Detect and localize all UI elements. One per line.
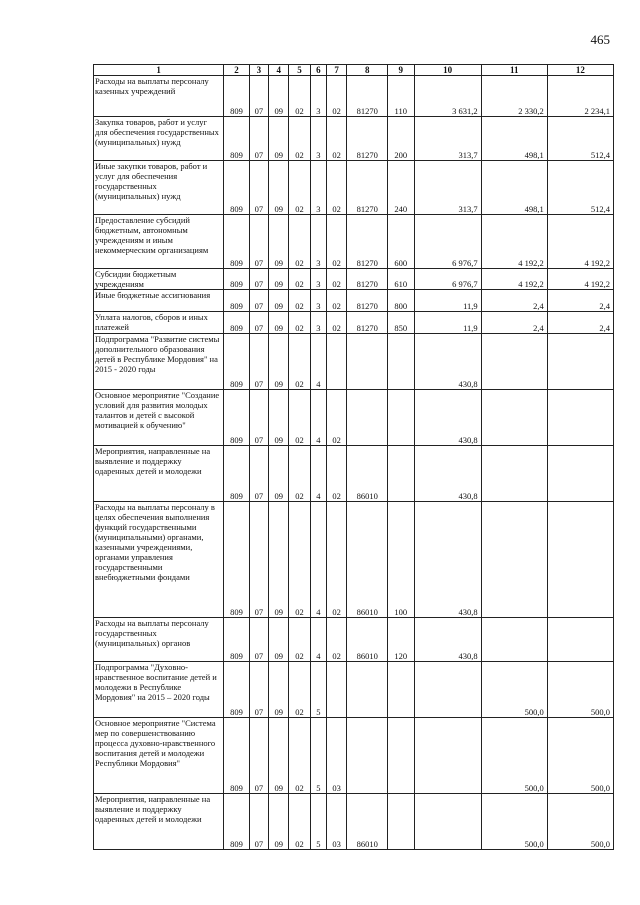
amount-cell: 500,0 (481, 662, 547, 718)
code-cell: 02 (289, 718, 310, 794)
code-cell: 81270 (347, 290, 388, 312)
code-cell: 3 (310, 215, 326, 269)
code-cell: 4 (310, 334, 326, 390)
code-cell: 09 (269, 794, 289, 850)
code-cell: 3 (310, 290, 326, 312)
code-cell: 07 (249, 269, 268, 290)
code-cell: 4 (310, 390, 326, 446)
code-cell: 809 (224, 446, 249, 502)
code-cell: 07 (249, 312, 268, 334)
code-cell: 3 (310, 117, 326, 161)
code-cell: 09 (269, 215, 289, 269)
code-cell: 09 (269, 502, 289, 618)
amount-cell (481, 446, 547, 502)
code-cell: 09 (269, 117, 289, 161)
code-cell: 02 (289, 334, 310, 390)
column-header: 10 (414, 65, 481, 76)
table-row (94, 117, 614, 161)
amount-cell: 11,9 (414, 312, 481, 334)
code-cell: 02 (289, 446, 310, 502)
code-cell (347, 390, 388, 446)
table-row (94, 662, 614, 718)
code-cell: 02 (289, 215, 310, 269)
code-cell: 07 (249, 446, 268, 502)
code-cell: 02 (327, 390, 347, 446)
code-cell: 02 (327, 161, 347, 215)
amount-cell: 4 192,2 (547, 269, 613, 290)
amount-cell: 512,4 (547, 117, 613, 161)
code-cell: 07 (249, 618, 268, 662)
amount-cell: 430,8 (414, 502, 481, 618)
code-cell: 809 (224, 215, 249, 269)
code-cell: 07 (249, 290, 268, 312)
amount-cell: 2 330,2 (481, 76, 547, 117)
code-cell: 02 (289, 269, 310, 290)
amount-cell: 430,8 (414, 618, 481, 662)
code-cell: 809 (224, 269, 249, 290)
amount-cell: 512,4 (547, 161, 613, 215)
code-cell (347, 662, 388, 718)
column-header: 2 (224, 65, 249, 76)
expense-name-cell: Подпрограмма "Развитие системы дополнительного образования детей в Республике Мордовия" на 2015 - 2020 годы (94, 334, 224, 390)
column-header: 1 (94, 65, 224, 76)
code-cell: 3 (310, 312, 326, 334)
code-cell: 02 (327, 76, 347, 117)
code-cell: 81270 (347, 161, 388, 215)
code-cell (347, 334, 388, 390)
code-cell: 809 (224, 502, 249, 618)
amount-cell (481, 502, 547, 618)
amount-cell: 6 976,7 (414, 269, 481, 290)
code-cell: 240 (388, 161, 414, 215)
code-cell: 02 (327, 269, 347, 290)
amount-cell: 2,4 (481, 290, 547, 312)
amount-cell: 11,9 (414, 290, 481, 312)
code-cell: 07 (249, 117, 268, 161)
amount-cell (414, 718, 481, 794)
amount-cell: 2 234,1 (547, 76, 613, 117)
code-cell: 81270 (347, 312, 388, 334)
code-cell: 3 (310, 161, 326, 215)
table-row (94, 334, 614, 390)
code-cell: 09 (269, 618, 289, 662)
code-cell: 3 (310, 269, 326, 290)
code-cell: 4 (310, 446, 326, 502)
code-cell: 02 (327, 618, 347, 662)
code-cell: 809 (224, 290, 249, 312)
column-header: 6 (310, 65, 326, 76)
amount-cell (547, 446, 613, 502)
code-cell: 86010 (347, 794, 388, 850)
code-cell: 3 (310, 76, 326, 117)
code-cell: 809 (224, 334, 249, 390)
amount-cell: 4 192,2 (547, 215, 613, 269)
column-header: 7 (327, 65, 347, 76)
code-cell: 02 (327, 502, 347, 618)
column-header: 9 (388, 65, 414, 76)
table-row (94, 446, 614, 502)
amount-cell: 500,0 (547, 662, 613, 718)
code-cell: 5 (310, 662, 326, 718)
table-header-row (94, 65, 614, 76)
amount-cell (547, 334, 613, 390)
expense-name-cell: Закупка товаров, работ и услуг для обеспечения государственных (муниципальных) нужд (94, 117, 224, 161)
amount-cell (414, 662, 481, 718)
expense-name-cell: Предоставление субсидий бюджетным, автономным учреждениям и иным некоммерческим организациям (94, 215, 224, 269)
code-cell: 809 (224, 618, 249, 662)
amount-cell: 500,0 (481, 794, 547, 850)
amount-cell (547, 618, 613, 662)
code-cell: 600 (388, 215, 414, 269)
expense-name-cell: Иные закупки товаров, работ и услуг для обеспечения государственных (муниципальных) нужд (94, 161, 224, 215)
table-row (94, 718, 614, 794)
amount-cell (481, 390, 547, 446)
code-cell: 809 (224, 718, 249, 794)
expense-name-cell: Мероприятия, направленные на выявление и поддержку одаренных детей и молодежи (94, 446, 224, 502)
code-cell: 02 (289, 161, 310, 215)
amount-cell (481, 334, 547, 390)
expense-name-cell: Расходы на выплаты персоналу государственных (муниципальных) органов (94, 618, 224, 662)
expense-name-cell: Мероприятия, направленные на выявление и поддержку одаренных детей и молодежи (94, 794, 224, 850)
code-cell: 09 (269, 269, 289, 290)
code-cell (388, 662, 414, 718)
code-cell: 809 (224, 390, 249, 446)
code-cell: 07 (249, 662, 268, 718)
expense-name-cell: Субсидии бюджетным учреждениям (94, 269, 224, 290)
amount-cell: 3 631,2 (414, 76, 481, 117)
amount-cell: 498,1 (481, 117, 547, 161)
code-cell: 02 (327, 312, 347, 334)
code-cell: 09 (269, 718, 289, 794)
amount-cell (547, 502, 613, 618)
column-header: 4 (269, 65, 289, 76)
code-cell: 09 (269, 390, 289, 446)
expense-name-cell: Основное мероприятие "Система мер по совершенствованию процесса духовно-нравственного воспитания детей и молодежи Республики Мордовия" (94, 718, 224, 794)
code-cell: 09 (269, 662, 289, 718)
code-cell: 02 (289, 502, 310, 618)
amount-cell: 430,8 (414, 390, 481, 446)
amount-cell: 500,0 (547, 794, 613, 850)
code-cell: 850 (388, 312, 414, 334)
code-cell: 100 (388, 502, 414, 618)
table-body (94, 76, 614, 850)
code-cell (388, 794, 414, 850)
code-cell: 809 (224, 794, 249, 850)
code-cell (347, 718, 388, 794)
amount-cell: 6 976,7 (414, 215, 481, 269)
table-row (94, 269, 614, 290)
code-cell: 07 (249, 76, 268, 117)
code-cell (388, 334, 414, 390)
code-cell: 07 (249, 161, 268, 215)
amount-cell: 430,8 (414, 446, 481, 502)
column-header: 8 (347, 65, 388, 76)
column-header: 11 (481, 65, 547, 76)
code-cell: 809 (224, 117, 249, 161)
code-cell: 02 (327, 290, 347, 312)
code-cell: 07 (249, 794, 268, 850)
code-cell: 02 (289, 76, 310, 117)
expense-name-cell: Уплата налогов, сборов и иных платежей (94, 312, 224, 334)
code-cell: 09 (269, 290, 289, 312)
table-row (94, 794, 614, 850)
column-header: 12 (547, 65, 613, 76)
code-cell (327, 662, 347, 718)
code-cell: 4 (310, 618, 326, 662)
code-cell: 81270 (347, 269, 388, 290)
amount-cell: 2,4 (547, 290, 613, 312)
code-cell: 800 (388, 290, 414, 312)
code-cell (388, 718, 414, 794)
code-cell (388, 390, 414, 446)
code-cell: 809 (224, 76, 249, 117)
amount-cell: 4 192,2 (481, 215, 547, 269)
code-cell: 02 (327, 446, 347, 502)
column-header: 3 (249, 65, 268, 76)
table-row (94, 618, 614, 662)
code-cell: 809 (224, 161, 249, 215)
code-cell: 02 (289, 290, 310, 312)
code-cell: 09 (269, 161, 289, 215)
page-number: 465 (590, 32, 610, 47)
code-cell: 200 (388, 117, 414, 161)
code-cell: 02 (289, 794, 310, 850)
table-row (94, 502, 614, 618)
budget-table (93, 64, 614, 850)
code-cell: 07 (249, 334, 268, 390)
code-cell: 110 (388, 76, 414, 117)
expense-name-cell: Расходы на выплаты персоналу в целях обеспечения выполнения функций государственными (муниципальными) органами, казенными учреждениями, органами управления государственными внебюджетными фондами (94, 502, 224, 618)
code-cell: 610 (388, 269, 414, 290)
code-cell: 07 (249, 502, 268, 618)
table-row (94, 76, 614, 117)
code-cell: 5 (310, 718, 326, 794)
amount-cell (547, 390, 613, 446)
column-header: 5 (289, 65, 310, 76)
code-cell: 86010 (347, 618, 388, 662)
amount-cell: 430,8 (414, 334, 481, 390)
code-cell: 03 (327, 794, 347, 850)
code-cell: 07 (249, 215, 268, 269)
code-cell: 02 (289, 662, 310, 718)
code-cell: 809 (224, 662, 249, 718)
code-cell (388, 446, 414, 502)
code-cell: 86010 (347, 446, 388, 502)
code-cell: 09 (269, 312, 289, 334)
code-cell: 07 (249, 718, 268, 794)
code-cell: 09 (269, 334, 289, 390)
code-cell: 02 (327, 215, 347, 269)
table-row (94, 215, 614, 269)
amount-cell: 4 192,2 (481, 269, 547, 290)
code-cell: 02 (289, 117, 310, 161)
code-cell: 5 (310, 794, 326, 850)
code-cell: 81270 (347, 117, 388, 161)
code-cell: 02 (289, 390, 310, 446)
code-cell: 02 (327, 117, 347, 161)
amount-cell: 500,0 (547, 718, 613, 794)
expense-name-cell: Основное мероприятие "Создание условий для развития молодых талантов и детей с высокой мотивацией к обучению" (94, 390, 224, 446)
amount-cell: 500,0 (481, 718, 547, 794)
code-cell (327, 334, 347, 390)
table-row (94, 290, 614, 312)
code-cell: 02 (289, 312, 310, 334)
amount-cell (414, 794, 481, 850)
code-cell: 86010 (347, 502, 388, 618)
code-cell: 809 (224, 312, 249, 334)
amount-cell: 2,4 (547, 312, 613, 334)
amount-cell: 498,1 (481, 161, 547, 215)
expense-name-cell: Подпрограмма "Духовно-нравственное воспитание детей и молодежи в Республике Мордовия" на 2015 – 2020 годы (94, 662, 224, 718)
amount-cell: 313,7 (414, 161, 481, 215)
code-cell: 09 (269, 446, 289, 502)
table-row (94, 312, 614, 334)
code-cell: 81270 (347, 215, 388, 269)
expense-name-cell: Расходы на выплаты персоналу казенных учреждений (94, 76, 224, 117)
code-cell: 4 (310, 502, 326, 618)
code-cell: 09 (269, 76, 289, 117)
amount-cell: 313,7 (414, 117, 481, 161)
code-cell: 02 (289, 618, 310, 662)
amount-cell (481, 618, 547, 662)
table-row (94, 161, 614, 215)
amount-cell: 2,4 (481, 312, 547, 334)
code-cell: 120 (388, 618, 414, 662)
code-cell: 81270 (347, 76, 388, 117)
code-cell: 07 (249, 390, 268, 446)
expense-name-cell: Иные бюджетные ассигнования (94, 290, 224, 312)
code-cell: 03 (327, 718, 347, 794)
table-row (94, 390, 614, 446)
